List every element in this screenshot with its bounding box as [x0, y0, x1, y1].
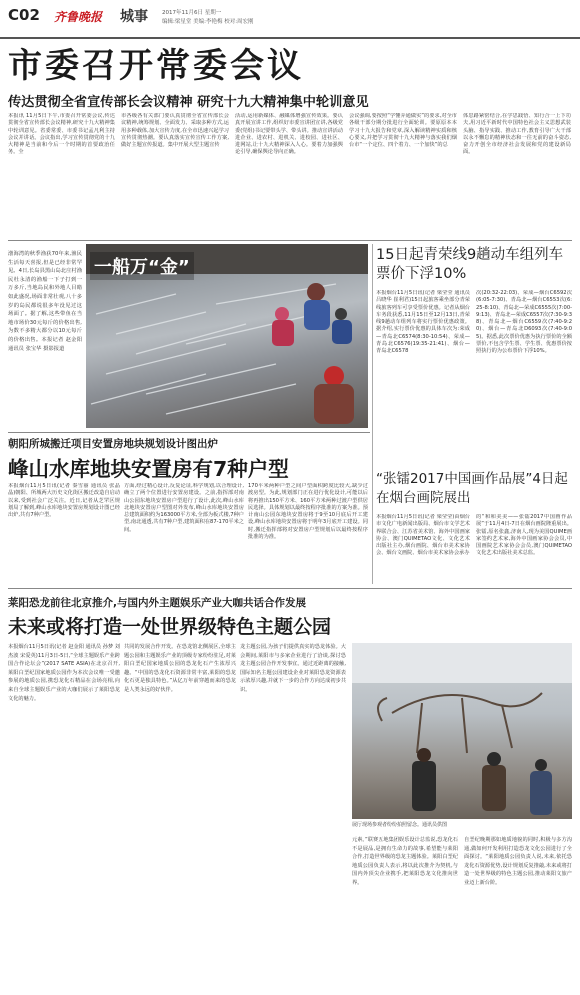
lead-col-2: 市各级各有关部门要认真贯彻全省宣传部长会议精神,统筹规划、全面发力、采取多种方式,运用多种载体,加大宣传力度,在全市迅速兴起学习宣传贯彻热潮。要认真落实宣传宣传工作方案,做好主题宣传报道。集中开展大型主题宣传 [121, 113, 229, 149]
paper-logo: 齐鲁晚报 [54, 10, 103, 24]
page-header [0, 0, 580, 40]
dinosaur-photo-caption: 展厅现场参观者纷纷拍照留念。通讯员供图 [352, 822, 448, 828]
exhibit-headline: “张镭2017中国画作品展”4日起在烟台画院展出 [376, 471, 568, 506]
fishing-photo [86, 244, 368, 428]
header-date: 2017年11月6日 星期一 [162, 10, 222, 16]
story3-col-1: 本报烟台11月5日讯(记者 赵金阳 通讯员 孙梦 刘杰波 宋爱英)11月3日-5日,“全球主题娱乐产业跨国合作论坛会”(2017 SATE ASIA)在北京召开,莱阳白垩纪国家地质公园作为本次会议唯一受邀参展的地质公园,携恐龙化石精品在会场亮相,向来自全球主题娱乐产业的大咖们展示了莱阳恐龙文化的魅力。 [8, 644, 120, 702]
lead-col-3: 活动,运用新媒体、融媒体增强宣传效果。要认真开展宣讲工作,组织好市委宣讲团宣讲,各级党委(党组)书记要带头学、带头讲。推动宣讲活动进企业、进农村、进机关、进校园、进社区、进网站,让十九大精神深入人心。要着力加强舆论引导,确保舆论导向正确。 [235, 113, 343, 156]
header-divider [0, 37, 580, 39]
lead-headline: 市委召开常委会议 [8, 46, 304, 86]
header-editors: 编辑:梁星堂 美编:李艳梅 校对:周宏刚 [162, 19, 254, 25]
divider [8, 588, 572, 589]
train-col-2: 次(20:32-22:03)、荣成—烟台C6592次(6:05-7:30)、青岛北—烟台C6553次(6:25-8:10)、青岛北—荣成C6555次(7:00-9:13)、青岛北—荣成C6557次(7:30-9:38)、青岛北—烟台C6559次(7:40-9:20)、烟台—青岛北D6093次(7:40-9:05)。据悉,此次票价优惠为执行票价的全额票价,不包含学生票、学生票、优惠票价按照执行的为公布票价下浮10%。 [476, 290, 572, 355]
lead-col-4: 会议强调,要按照“学懂弄通做实”的要求,对全市各级干部分期分批进行全面轮训。要原原本本学习十九大报告和党章,深入解读精神实质和核心要义,并把学习贯彻十九大精神与落实我们烟台市“一个定位、四个着力、一个加快”的总 [349, 113, 457, 149]
divider [8, 432, 370, 433]
lead-col-5: 体思路紧密结合,在学思践悟、知行合一上下功夫,用习近平新时代中国特色社会主义思想武装头脑、指导实践、推动工作,教育引导广大干部以永不懈怠的精神状态和一往无前的奋斗姿态,奋力开创全市经济社会发展和党的建设新局面。 [463, 113, 571, 156]
exhibit-col-2: 的“和和美美——张镭2017中国画作品展”于11月4日-7日在烟台画院隆重展出。张镭,原名张鑫,济南人,现为美国QUIME画家签约艺术家,海外中国画家协会会员,中国画院艺术家协会会员,澳门QUIMETAO文化艺术出版社美术总监。 [476, 514, 572, 557]
story3-col-2: 共同的发展合作开发。在恐龙馆北侧展区,全球主题公园和主题娱乐产业的顶级专家纷纷驻足,对莱阳白垩纪国家地质公园的恐龙化石产生浓厚兴趣。“中国的恐龙化石资源非常丰富,莱阳的恐龙化石更是独具特色。”从亿万年前穿越而来的恐龙是人类永远的好伙伴。 [124, 644, 236, 693]
page-number: C02 [8, 6, 40, 24]
story2-headline: 峰山水库地块安置房有7种户型 [8, 457, 289, 481]
story3-col-3: 龙主题公园,为孩子们提供真实的恐龙体验。大会期间,莱阳市与多家企业进行了洽谈,探讨恐龙主题公园合作开发事宜。通过近距离的接触,国际知名主题公园建设企业对莱阳恐龙资源表示浓厚兴趣,并就下一步的合作方向达成初步共识。 [240, 644, 346, 693]
story2-col-2: 方面,经过精心设计,反复论证,科学规划,以合理设计,确立了两个位置进行安置房建设。之前,指挥部对南山公园东地块安置房户型进行了设计,此次,峰山水库北地块安置房户型图对外发布,峰山水库地块安置房总建筑面积约为163000平方米,全部为板式楼,7种户型,南北通透,共有7种户型,建筑面积在87-170平米之间。 [124, 483, 244, 533]
divider [372, 244, 373, 584]
photo-headline: 一船万“金” [90, 252, 194, 280]
story2-col-3: 170平米两种户型之间户型面积跨度比较大,缺少过渡房型。为此,规划部门正在进行优化设计,可能以后将再推出150平方米、160平方米两种过渡户型供居民选择。具体规划以最终按程序批准的方案为准。预计南山公园东地块安置房将于9至10月底后开工建设,峰山水库地块安置房将于明年3月底开工建设。同时,搬迁指挥部将对安置房户型规划后以最终按程序批准的为准。 [248, 483, 368, 541]
story3-col-4: 元素。”联赛五地集团娱乐设计总监说,恐龙化石不是展品,是拥有生命力的故事,希望能与莱阳合作,打造世界级的恐龙主题体验。莱阳白垩纪地质公园负责人表示,将以此次推介为契机,与国内外顶尖企业携手,把莱阳恐龙文化推向世界。 [352, 837, 458, 886]
dinosaur-photo [352, 643, 572, 819]
story3-headline: 未来或将打造一处世界级特色主题公园 [8, 616, 332, 638]
train-col-1: 本报烟台11月5日讯(记者 梁莹莹 通讯员 吕晓华 崔利君)15日起旅客乘坐部分青荣线旅客列车可享受票价优惠。记者从烟台车务段获悉,11月15日至12月13日,青荣线9趟动车组列车将实行票价优惠政策。据介绍,实行票价优惠的具体车次为:荣成—青岛北C6574(8:30-10:54)、荣成—青岛北C6576(19:35-21:41)、烟台—青岛北C6578 [376, 290, 470, 355]
story2-col-1: 本报烟台11月5日讯(记者 秦雪丽 通讯员 张晶晶)朝阳、所城两大历史文化街区搬迁改造自启动以来,受到社会广泛关注。近日,记者从芝罘区规划局了解到,峰山水库地块安置房规划设计图已经出炉,共有7种户型。 [8, 483, 120, 519]
story3-col-5: 自垩纪晚期那如地质地貌的同时,积极与多方沟通,做如何开发利用打造恐龙文化公园进行了全面探讨。“莱阳地质公园负责人说,未来,依托恐龙化石资源优势,设计规划反复推敲,未来或将打造一处世界级的特色主题公园,推动莱阳文旅产业迈上新台阶。 [464, 837, 572, 886]
lead-subtitle: 传达贯彻全省宣传部长会议精神 研究十九大精神集中轮训意见 [8, 95, 369, 110]
divider [8, 240, 572, 241]
section-name: 城事 [120, 9, 148, 25]
story3-kicker: 莱阳恐龙前往北京推介,与国内外主题娱乐产业大咖共话合作发展 [8, 597, 306, 609]
lead-col-1: 本报讯 11月5日下午,市委召开常委会议,传达贯彻全省宣传部长会议精神,研究十九大精神集中轮训意见。省委常委、市委书记孟凡利主持会议并讲话。会议指出,学习宣传贯彻党的十九大精神是当前和今后一个时期的首要政治任务。全 [8, 113, 115, 156]
story2-kicker: 朝阳所城搬迁项目安置房地块规划设计图出炉 [8, 438, 218, 450]
skeleton-illustration [352, 643, 572, 819]
photo1-caption: 渤海湾的秋季渔获70年来,渔民生活每天喜报,但是已经非常罕见。4日,长岛县黑山岛北庄村渔民杜永清的渔船一下子打到一万多斤,当地岛民和外地人目睹如此盛况,场面非常壮观,八十多岁的岛民都说很多年没见过这场面了。据了解,这些带鱼在当地市场价30元每斤的价格出售,为数不多精大都分以10元每斤的价格出售。本报记者 赵金阳 通讯员 张宝华 摄影报道 [8, 251, 82, 352]
train-headline: 15日起青荣线9趟动车组列车票价下浮10% [376, 247, 564, 282]
exhibit-col-1: 本报烟台11月5日讯(记者 梁莹莹)由烟台市文化广电新闻出版局、烟台市文学艺术界联合会、江苏省美术馆、海外中国画家协会、澳门QUIMETAO文化、文化艺术出版社主办,烟台画院、烟台市美术家协会、烟台文画院、烟台市美术家协会承办 [376, 514, 470, 557]
